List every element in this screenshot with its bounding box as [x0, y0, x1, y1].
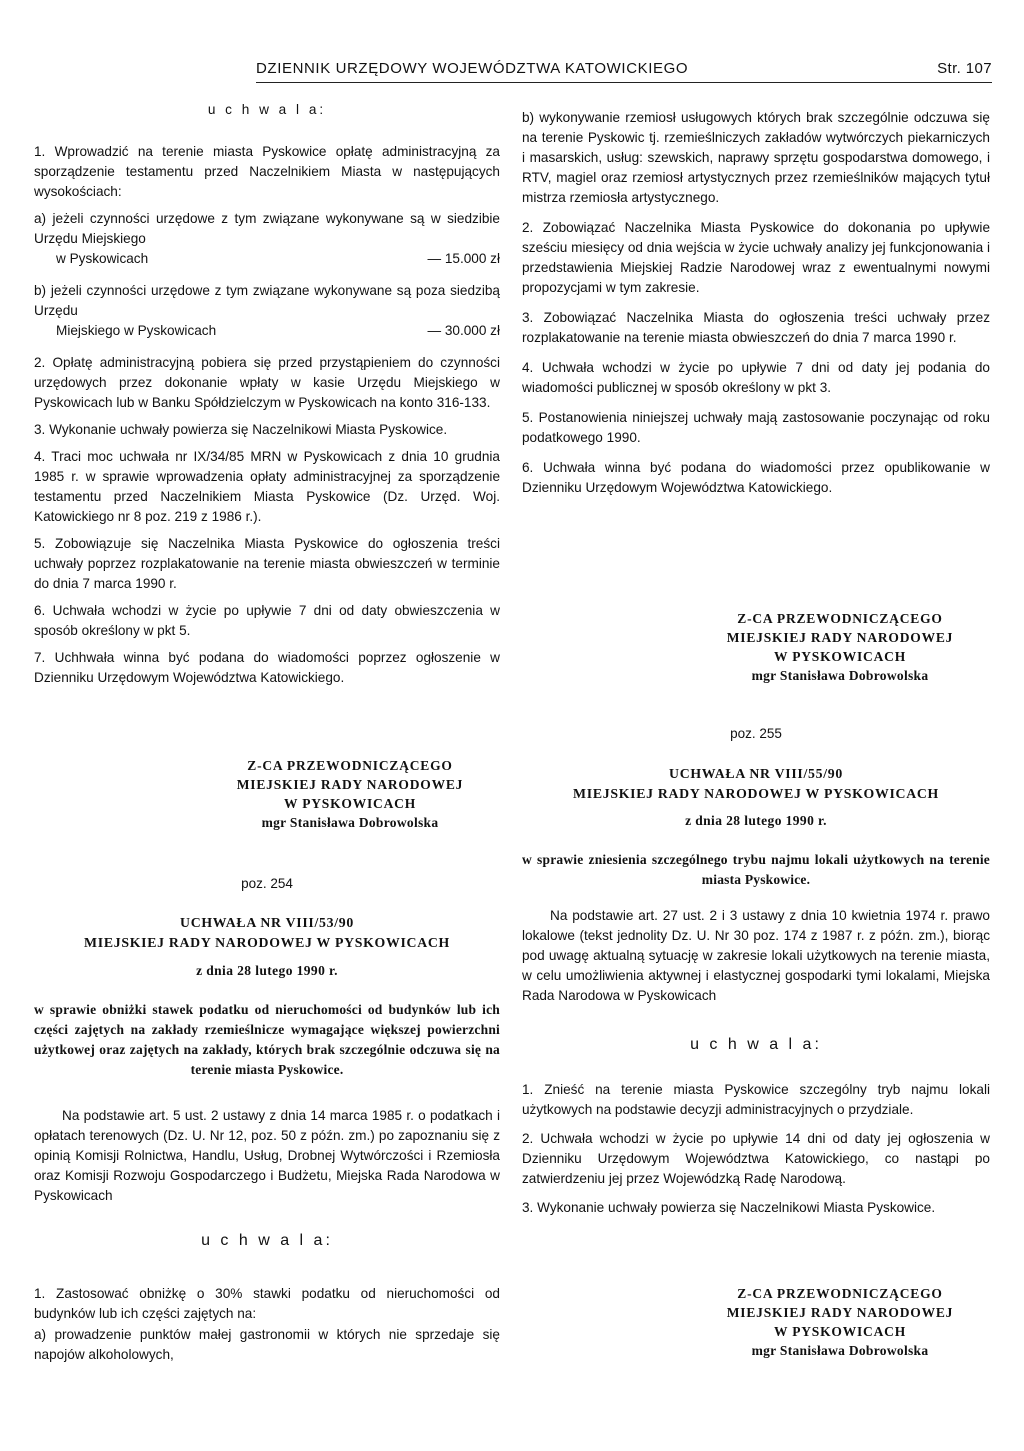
resolution-254-title	[34, 913, 500, 953]
signature-3-name: mgr Stanisława Dobrowolska	[751, 1343, 929, 1358]
item-1b	[34, 281, 500, 341]
resolution-254-item-1a: a) prowadzenie punktów małej gastronomii w których nie sprzedaje się napojów alkoholowych,	[34, 1327, 500, 1362]
signature-block-1	[200, 756, 500, 832]
item-1a-place: w Pyskowicach	[56, 251, 149, 266]
item-1b-amount: — 30.000 zł	[427, 323, 500, 338]
item-1b-text: b) jeżeli czynności urzędowe z tym związane wykonywane są poza siedzibą Urzędu	[34, 283, 500, 318]
position-254: poz. 254	[241, 876, 293, 891]
signature-2-line-1: Z-CA PRZEWODNICZĄCEGO	[737, 611, 943, 626]
resolution-255-number: UCHWAŁA NR VIII/55/90	[669, 766, 843, 781]
signature-2-line-2: MIEJSKIEJ RADY NARODOWEJ	[726, 630, 954, 645]
right-column	[522, 108, 990, 505]
paragraph-r-2: 2. Zobowiązać Naczelnika Miasta Pyskowice do dokonania po upływie sześciu miesięcy od dnia wejścia w życie uchwały analizy jej funkcjonowania i przedstawienia Miejskiej Radzie Narodowej wraz z ewentualnymi nowymi propozycjami w tym zakresie.	[522, 220, 990, 295]
header-rule	[256, 82, 992, 83]
signature-block-3	[690, 1284, 990, 1360]
resolution-255-title	[522, 764, 990, 804]
signature-3-line-2: MIEJSKIEJ RADY NARODOWEJ	[726, 1305, 954, 1320]
resolution-255-date: z dnia 28 lutego 1990 r.	[685, 813, 827, 828]
paragraph-r-4: 4. Uchwała wchodzi w życie po upływie 7 dni od daty jej podania do wiadomości publicznej w sposób określony w pkt 3.	[522, 360, 990, 395]
resolution-255-item-3: 3. Wykonanie uchwały powierza się Naczelnikowi Miasta Pyskowice.	[522, 1200, 936, 1215]
signature-3-line-3: W PYSKOWICACH	[773, 1324, 907, 1339]
resolution-254-council: MIEJSKIEJ RADY NARODOWEJ W PYSKOWICACH	[84, 935, 450, 950]
resolution-255-item-2: 2. Uchwała wchodzi w życie po upływie 14 dni od daty jej ogłoszenia w Dzienniku Urzędowym Województwa Katowickiego, co nastąpi po zatwierdzeniu jej przez Wojewódzką Radę Narodową.	[522, 1131, 990, 1186]
resolution-254-date: z dnia 28 lutego 1990 r.	[196, 963, 338, 978]
resolution-254-number: UCHWAŁA NR VIII/53/90	[180, 915, 354, 930]
resolution-255-items	[522, 1080, 990, 1225]
signature-2-line-3: W PYSKOWICACH	[773, 649, 907, 664]
position-255: poz. 255	[730, 726, 782, 741]
item-1a-amount: — 15.000 zł	[427, 251, 500, 266]
item-1b-amount-line	[34, 321, 500, 341]
left-column	[34, 100, 500, 695]
paragraph-2: 2. Opłatę administracyjną pobiera się przed przystąpieniem do czynności urzędowych przez dokonanie wpłaty w kasie Urzędu Miejskiego w Pyskowicach lub w Banku Spółdzielczym w Pyskowicach na konto 316-133.	[34, 355, 500, 410]
signature-block-2	[690, 609, 990, 685]
resolution-254-item-1: 1. Zastosować obniżkę o 30% stawki podatku od nieruchomości od budynków lub ich części zajętych na:	[34, 1286, 500, 1321]
paragraph-4: 4. Traci moc uchwała nr IX/34/85 MRN w Pyskowicach z dnia 10 grudnia 1985 r. w sprawie wprowadzenia opłaty administracyjnej za sporządzenie testamentu przed Naczelnikiem Miasta Pyskowice (Dz. Urzęd. Woj. Katowickiego nr 8 poz. 219 z 1986 r.).	[34, 449, 500, 524]
item-1b-place: Miejskiego w Pyskowicach	[56, 323, 217, 338]
paragraph-r-b: b) wykonywanie rzemiosł usługowych których brak szczególnie odczuwa się na terenie Pyskowic tj. rzemieślniczych zakładów wytwórczych piekarniczych i masarskich, usług: szewskich, naprawy sprzętu gospodarstwa domowego, i RTV, magiel oraz rzemiosł artystycznych przez rzemieślników mających tytuł mistrza rzemiosła artystycznego.	[522, 110, 990, 205]
resolution-255-item-1: 1. Znieść na terenie miasta Pyskowice szczególny tryb najmu lokali użytkowych na podstawie decyzji administracyjnych o przydziale.	[522, 1082, 990, 1117]
uchwala-heading-2: u c h w a l a:	[201, 1232, 333, 1249]
uchwala-heading-3: u c h w a l a:	[690, 1036, 822, 1053]
paragraph-6: 6. Uchwała wchodzi w życie po upływie 7 dni od daty obwieszczenia w sposób określony w pkt 5.	[34, 603, 500, 638]
item-1a	[34, 209, 500, 269]
resolution-255-preamble: Na podstawie art. 27 ust. 2 i 3 ustawy z dnia 10 kwietnia 1974 r. prawo lokalowe (tekst jednolity Dz. U. Nr 30 poz. 174 z 1987 r. z późn. zm.), biorąc pod uwagę aktualną sytuację w zakresie lokali użytkowych na terenie miasta, w celu umożliwienia aktywnej i elastycznej gospodarki tymi lokalami, Miejska Rada Narodowa w Pyskowicach	[522, 908, 990, 1003]
paragraph-r-5: 5. Postanowienia niniejszej uchwały mają zastosowanie poczynając od roku podatkowego 1990.	[522, 410, 990, 445]
signature-1-line-3: W PYSKOWICACH	[283, 796, 417, 811]
signature-1-line-2: MIEJSKIEJ RADY NARODOWEJ	[236, 777, 464, 792]
paragraph-r-3: 3. Zobowiązać Naczelnika Miasta do ogłoszenia treści uchwały przez rozplakatowanie na terenie miasta obwieszczeń do dnia 7 marca 1990 r.	[522, 310, 990, 345]
signature-1-name: mgr Stanisława Dobrowolska	[261, 815, 439, 830]
signature-3-line-1: Z-CA PRZEWODNICZĄCEGO	[737, 1286, 943, 1301]
resolution-255-council: MIEJSKIEJ RADY NARODOWEJ W PYSKOWICACH	[573, 786, 939, 801]
item-1a-amount-line	[34, 249, 500, 269]
resolution-255-subject: w sprawie zniesienia szczególnego trybu najmu lokali użytkowych na terenie miasta Pyskowice.	[522, 852, 990, 887]
signature-1-line-1: Z-CA PRZEWODNICZĄCEGO	[247, 758, 453, 773]
resolution-254-subject: w sprawie obniżki stawek podatku od nieruchomości od budynków lub ich części zajętych na zakłady rzemieślnicze wymagające większej powierzchni użytkowej oraz zajętych na zakłady, których brak szczególnie odczuwa się na terenie miasta Pyskowice.	[34, 1002, 500, 1077]
paragraph-5: 5. Zobowiązuje się Naczelnika Miasta Pyskowice do ogłoszenia treści uchwały poprzez rozplakatowanie na terenie miasta obwieszczeń w terminie do dnia 7 marca 1990 r.	[34, 536, 500, 591]
paragraph-1: 1. Wprowadzić na terenie miasta Pyskowice opłatę administracyjną za sporządzenie testamentu przed Naczelnikiem Miasta w następujących wysokościach:	[34, 144, 500, 199]
uchwala-heading: u c h w a l a:	[207, 102, 327, 117]
journal-title: DZIENNIK URZĘDOWY WOJEWÓDZTWA KATOWICKIEGO	[256, 60, 689, 77]
page-header	[30, 58, 992, 84]
paragraph-r-6: 6. Uchwała winna być podana do wiadomości przez opublikowanie w Dzienniku Urzędowym Województwa Katowickiego.	[522, 460, 990, 495]
signature-2-name: mgr Stanisława Dobrowolska	[751, 668, 929, 683]
paragraph-3: 3. Wykonanie uchwały powierza się Naczelnikowi Miasta Pyskowice.	[34, 422, 448, 437]
paragraph-7: 7. Uchhwała winna być podana do wiadomości poprzez ogłoszenie w Dzienniku Urzędowym Województwa Katowickiego.	[34, 650, 500, 685]
resolution-254-preamble: Na podstawie art. 5 ust. 2 ustawy z dnia 14 marca 1985 r. o podatkach i opłatach terenowych (Dz. U. Nr 12, poz. 50 z późn. zm.) po zapoznaniu się z opinią Komisji Rolnictwa, Handlu, Usług, Drobnej Wytwórczości i Rzemiosła oraz Komisji Rozwoju Gospodarczego i Budżetu, Miejska Rada Narodowa w Pyskowicach	[34, 1108, 500, 1203]
page-number: Str. 107	[937, 60, 992, 77]
item-1a-text: a) jeżeli czynności urzędowe z tym związane wykonywane są w siedzibie Urzędu Miejskiego	[34, 211, 500, 246]
